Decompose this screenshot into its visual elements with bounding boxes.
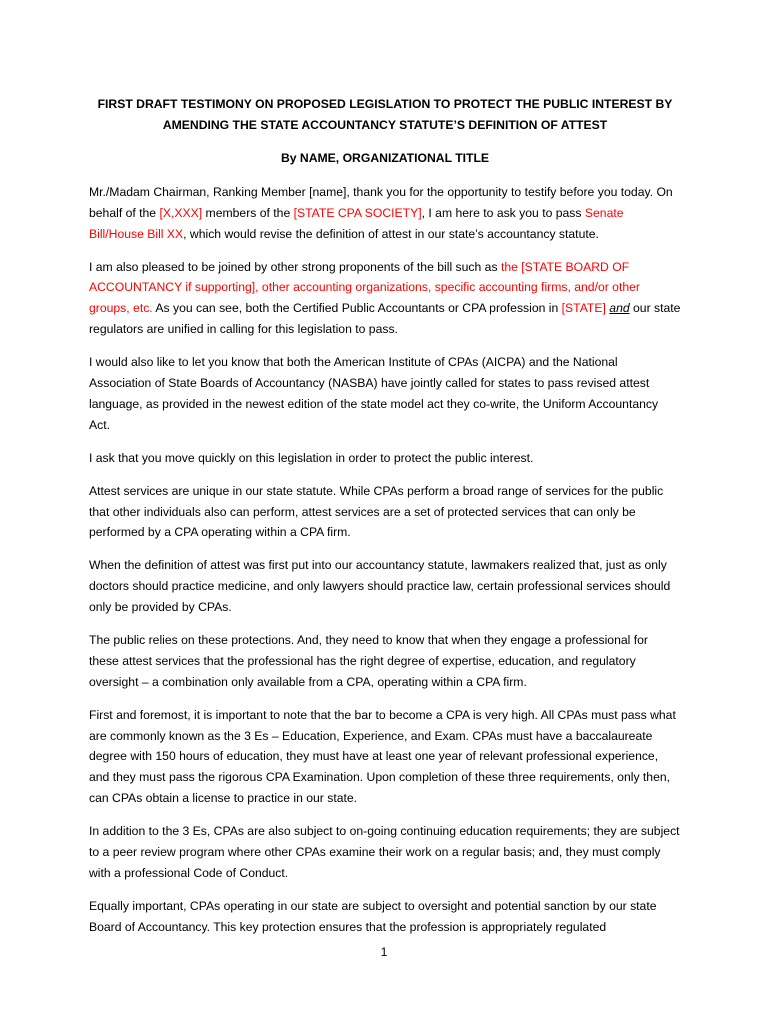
p2-text-a: I am also pleased to be joined by other strong proponents of the bill such as — [89, 259, 501, 274]
p1-text-c: members of the — [202, 205, 294, 220]
paragraph-three-es: First and foremost, it is important to note that the bar to become a CPA is very high. All CPAs must pass what are commonly known as the 3 Es – Education, Experience, and Exam. CPAs must have a baccalaureate degree with 150 hours of education, they must have at least one year of relevant professional experience, and they must pass the rigorous CPA Examination. Upon completion of these three requirements, only then, can CPAs obtain a license to practice in our state. — [89, 707, 676, 805]
document-title — [89, 94, 681, 136]
placeholder-member-count: [X,XXX] — [159, 205, 203, 220]
paragraph-proponents — [89, 257, 681, 340]
title-line-1: FIRST DRAFT TESTIMONY ON PROPOSED LEGISLATION TO PROTECT THE PUBLIC INTEREST BY — [97, 97, 673, 111]
paragraph-public-relies: The public relies on these protections. And, they need to know that when they engage a professional for these attest services that the professional has the right degree of expertise, education, and regulatory oversight – a combination only available from a CPA, operating within a CPA firm. — [89, 633, 648, 689]
p1-text-e: , I am here to ask you to pass — [421, 205, 585, 220]
placeholder-bill-number: Senate Bill/House Bill XX — [89, 205, 624, 241]
page-number: 1 — [380, 945, 388, 959]
paragraph-oversight: Equally important, CPAs operating in our state are subject to oversight and potential sanction by our state Board of Accountancy. This key protection ensures that the profession is appropriately regulated — [89, 898, 657, 934]
p1-text-g: , which would revise the definition of attest in our state’s accountancy statute. — [183, 226, 599, 241]
paragraph-definition-history: When the definition of attest was first put into our accountancy statute, lawmakers realized that, just as only doctors should practice medicine, and only lawyers should practice law, certain professional services should only be provided by CPAs. — [89, 558, 671, 615]
placeholder-cpa-society: [STATE CPA SOCIETY] — [293, 205, 422, 220]
paragraph-request: I ask that you move quickly on this legislation in order to protect the public interest. — [89, 450, 534, 465]
paragraph-aicpa-nasba: I would also like to let you know that both the American Institute of CPAs (AICPA) and the National Association of State Boards of Accountancy (NASBA) have jointly called for states to pass revised attest language, as provided in the newest edition of the state model act they co-write, the Uniform Accountancy Act. — [89, 355, 659, 432]
emphasis-and: and — [609, 301, 630, 316]
title-line-2: AMENDING THE STATE ACCOUNTANCY STATUTE’S DEFINITION OF ATTEST — [162, 118, 608, 132]
p1-text-a: Mr./Madam Chairman, Ranking Member [name], thank you for the opportunity to testify before you today. On behalf of the — [89, 185, 673, 220]
placeholder-supporters: the [STATE BOARD OF ACCOUNTANCY if supporting], other accounting organizations, specific accounting firms, and/or other groups, etc. — [89, 259, 640, 316]
paragraph-opening — [89, 182, 681, 244]
paragraph-continuing-education: In addition to the 3 Es, CPAs are also subject to on-going continuing education requirements; they are subject to a peer review program where other CPAs examine their work on a regular basis; and, they must comply with a professional Code of Conduct. — [89, 824, 680, 880]
byline: By NAME, ORGANIZATIONAL TITLE — [280, 151, 490, 165]
document-body — [89, 94, 681, 950]
p2-text-g: our state regulators are unified in calling for this legislation to pass. — [89, 301, 681, 337]
p2-text-c: As you can see, both the Certified Public Accountants or CPA profession in — [152, 301, 562, 316]
placeholder-state: [STATE] — [561, 301, 606, 316]
paragraph-attest-unique: Attest services are unique in our state statute. While CPAs perform a broad range of services for the public that other individuals also can perform, attest services are a set of protected services that can only be performed by a CPA operating within a CPA firm. — [89, 483, 664, 540]
